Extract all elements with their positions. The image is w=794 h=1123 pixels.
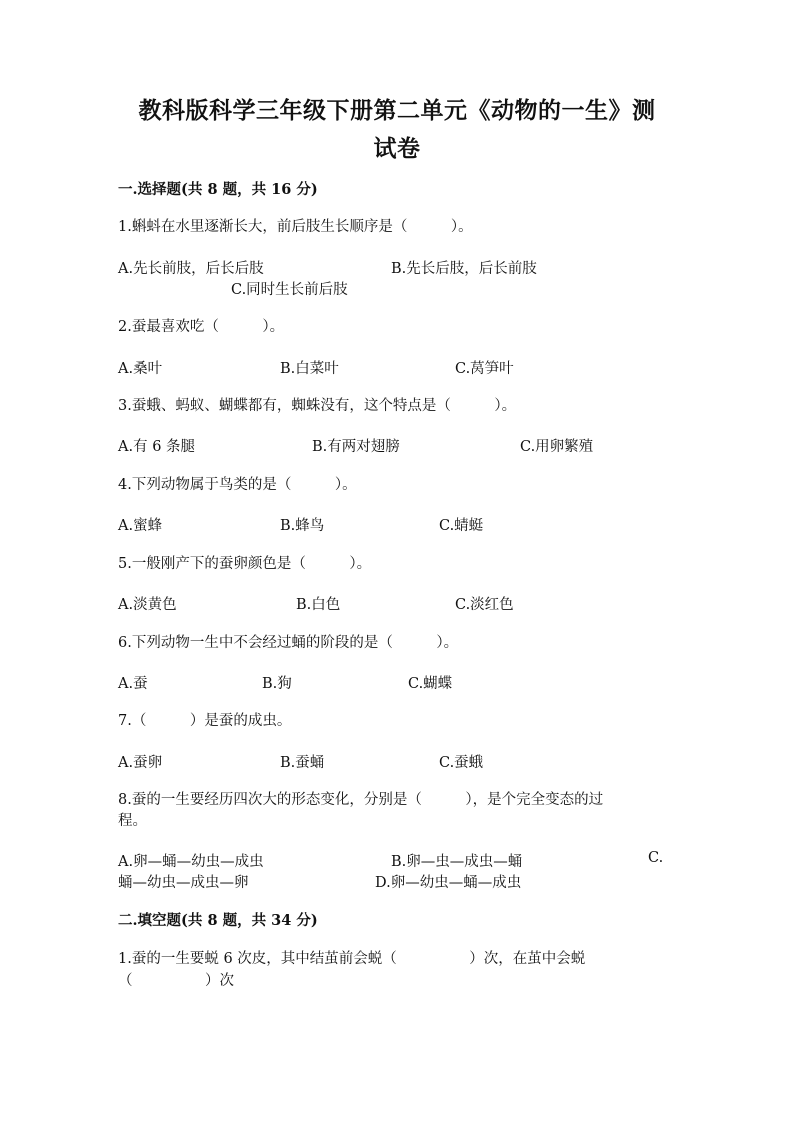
- question-5-stem: 5.一般刚产下的蚕卵颜色是（ ）。: [118, 556, 372, 572]
- question-8-option-c-label: C.: [648, 850, 664, 866]
- section-heading-choice: 一.选择题(共 8 题，共 16 分): [118, 181, 318, 198]
- question-4-option-a: A.蜜蜂: [118, 518, 163, 534]
- question-6-stem: 6.下列动物一生中不会经过蛹的阶段的是（ ）。: [118, 635, 459, 651]
- question-4-stem: 4.下列动物属于鸟类的是（ ）。: [118, 477, 357, 493]
- question-1-option-b: B.先长后肢，后长前肢: [391, 261, 537, 277]
- question-6-option-a: A.蚕: [118, 676, 148, 692]
- question-5-option-c: C.淡红色: [455, 597, 514, 613]
- question-6-option-b: B.狗: [262, 676, 292, 692]
- question-7-stem: 7.（ ）是蚕的成虫。: [118, 713, 292, 729]
- question-1-option-a: A.先长前肢，后长后肢: [118, 261, 264, 277]
- question-2-stem: 2.蚕最喜欢吃（ ）。: [118, 319, 285, 335]
- question-5-option-b: B.白色: [296, 597, 341, 613]
- question-8-option-c-text: 蛹—幼虫—成虫—卵: [118, 875, 249, 891]
- question-4-option-b: B.蜂鸟: [280, 518, 325, 534]
- question-3-option-c: C.用卵繁殖: [520, 439, 594, 455]
- question-8-option-a: A.卵—蛹—幼虫—成虫: [118, 854, 264, 870]
- question-2-option-a: A.桑叶: [118, 361, 163, 377]
- question-7-option-b: B.蚕蛹: [280, 755, 325, 771]
- title-line-1: 教科版科学三年级下册第二单元《动物的一生》测: [138, 97, 656, 124]
- question-3-stem: 3.蚕蛾、蚂蚁、蝴蝶都有，蜘蛛没有，这个特点是（ ）。: [118, 398, 517, 414]
- page-title: [120, 92, 674, 168]
- question-4-option-c: C.蜻蜓: [439, 518, 484, 534]
- question-8-stem-line-2: 程。: [118, 813, 147, 829]
- section-heading-fill: 二.填空题(共 8 题，共 34 分): [118, 912, 318, 929]
- question-3-option-b: B.有两对翅膀: [312, 439, 400, 455]
- question-2-option-c: C.莴笋叶: [455, 361, 514, 377]
- question-1-option-c: C.同时生长前后肢: [231, 282, 348, 298]
- question-7-option-c: C.蚕蛾: [439, 755, 484, 771]
- fill-question-1-line-1: 1.蚕的一生要蜕 6 次皮，其中结茧前会蜕（ ）次，在茧中会蜕: [118, 951, 586, 967]
- question-7-option-a: A.蚕卵: [118, 755, 163, 771]
- question-8-option-d: D.卵—幼虫—蛹—成虫: [375, 875, 522, 891]
- question-8-stem-line-1: 8.蚕的一生要经历四次大的形态变化，分别是（ ），是个完全变态的过: [118, 792, 604, 808]
- question-5-option-a: A.淡黄色: [118, 597, 177, 613]
- question-6-option-c: C.蝴蝶: [408, 676, 453, 692]
- title-line-2: 试卷: [373, 135, 421, 162]
- fill-question-1-line-2: （ ）次: [118, 973, 234, 989]
- question-1-stem: 1.蝌蚪在水里逐渐长大，前后肢生长顺序是（ ）。: [118, 219, 473, 235]
- question-2-option-b: B.白菜叶: [280, 361, 339, 377]
- question-3-option-a: A.有 6 条腿: [118, 439, 196, 455]
- question-8-option-b: B.卵—虫—成虫—蛹: [391, 854, 523, 870]
